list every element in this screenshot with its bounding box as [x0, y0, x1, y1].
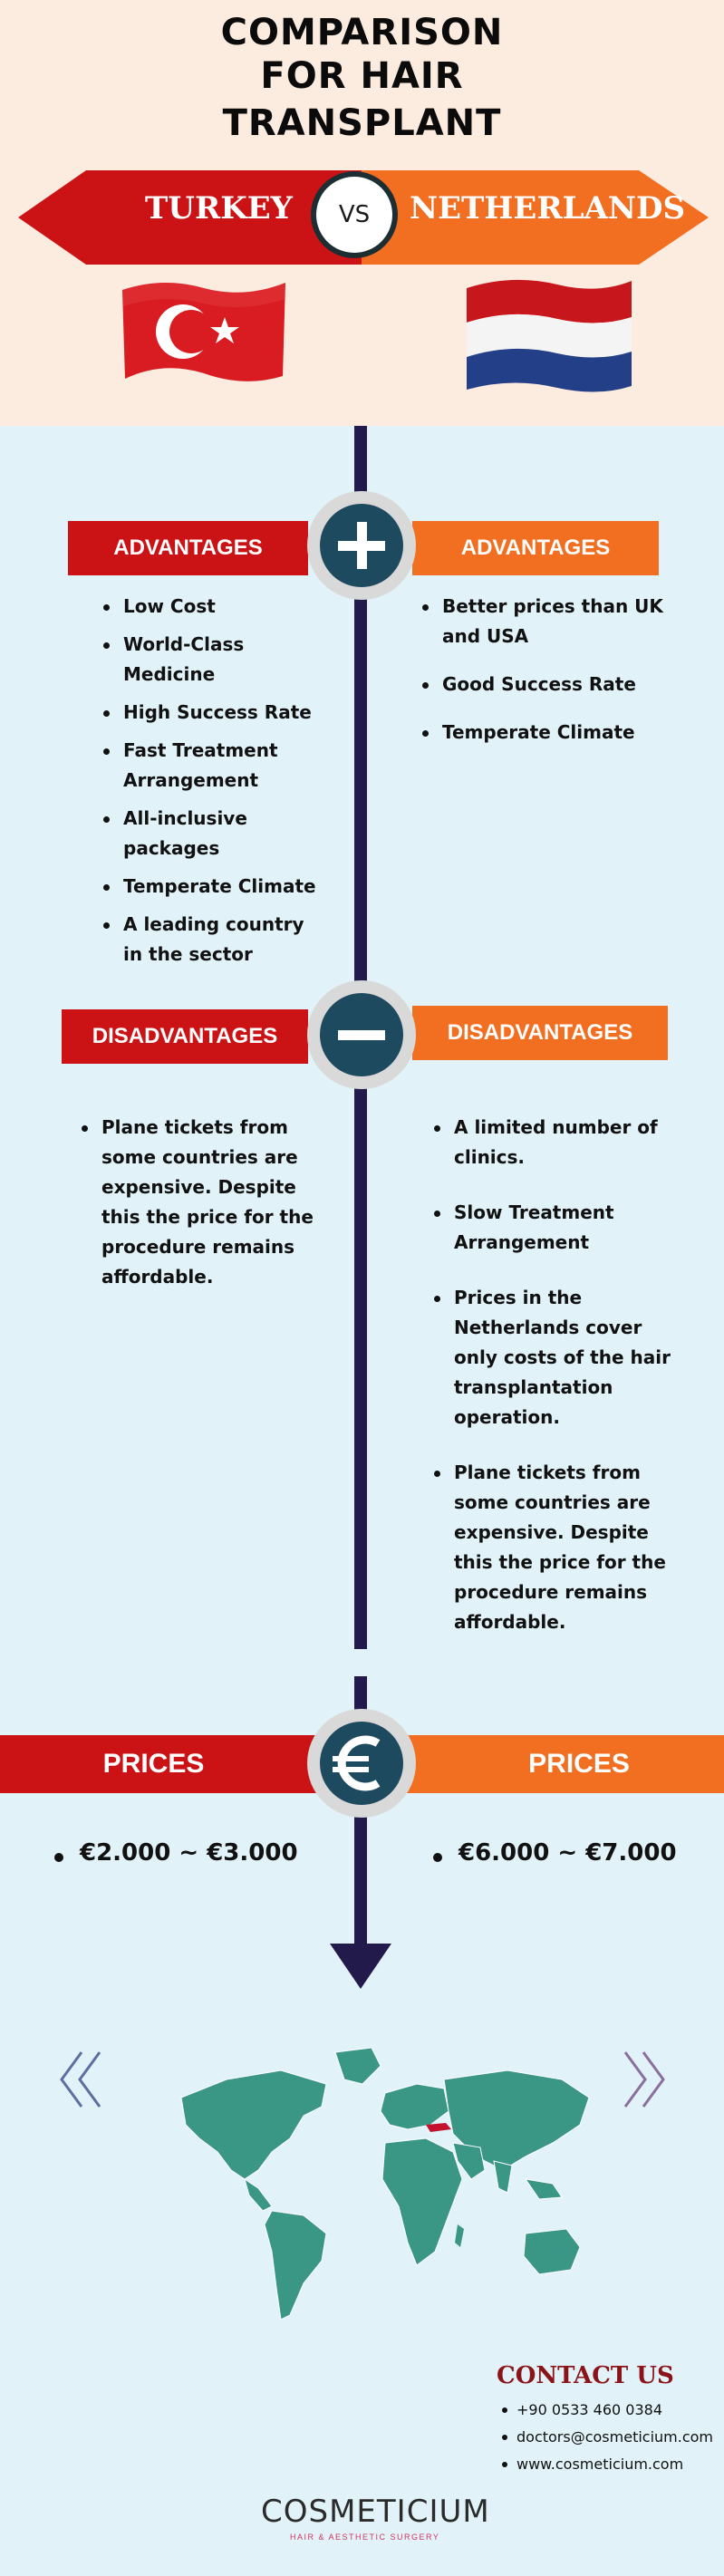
phone-item[interactable]: +90 0533 460 0384 — [516, 2397, 713, 2424]
list-item: A leading country in the sector — [123, 910, 326, 970]
netherlands-disadvantages-list — [430, 1113, 675, 1637]
list-item: Temperate Climate — [442, 718, 672, 748]
chevron-left-icon[interactable] — [54, 2039, 109, 2120]
arrow-down-icon — [330, 1939, 391, 1993]
netherlands-label: NETHERLANDS — [410, 190, 685, 227]
list-item: Better prices than UK and USA — [442, 592, 672, 651]
turkey-disadvantages-label: DISADVANTAGES — [62, 1009, 308, 1064]
turkey-advantages-list — [100, 592, 326, 970]
list-item: Good Success Rate — [442, 670, 672, 699]
list-item: Plane tickets from some countries are expensive. Despite this the price for the procedure remains affordable. — [454, 1458, 675, 1637]
plus-icon — [320, 504, 403, 587]
list-item: Fast Treatment Arrangement — [123, 736, 326, 796]
turkey-flag-icon — [118, 272, 290, 390]
minus-icon — [320, 993, 403, 1076]
list-item: A limited number of clinics. — [454, 1113, 675, 1172]
logo-tagline: HAIR & AESTHETIC SURGERY — [290, 2533, 440, 2542]
turkey-label: TURKEY — [145, 190, 293, 227]
netherlands-disadvantages-label: DISADVANTAGES — [412, 1006, 668, 1060]
list-item: High Success Rate — [123, 698, 326, 728]
netherlands-advantages-list — [419, 592, 672, 748]
turkey-prices-label: PRICES — [0, 1735, 362, 1793]
list-item: Slow Treatment Arrangement — [454, 1198, 675, 1258]
title-line-1: COMPARISON — [220, 12, 504, 53]
turkey-disadvantages-list — [78, 1113, 314, 1292]
contact-list — [497, 2397, 713, 2478]
logo-name: COSMETICIUM — [261, 2494, 490, 2530]
contact-title: CONTACT US — [497, 2362, 674, 2389]
list-item: Plane tickets from some countries are expensive. Despite this the price for the procedure remains affordable. — [101, 1113, 314, 1292]
bullet — [433, 1853, 442, 1862]
euro-badge — [307, 1709, 416, 1818]
netherlands-advantages-label: ADVANTAGES — [412, 521, 659, 575]
list-item: Prices in the Netherlands cover only costs of the hair transplantation operation. — [454, 1283, 675, 1433]
netherlands-prices-label: PRICES — [362, 1735, 724, 1793]
email-item[interactable]: doctors@cosmeticium.com — [516, 2424, 713, 2451]
website-item[interactable]: www.cosmeticium.com — [516, 2451, 713, 2478]
world-map-icon — [145, 2043, 598, 2333]
plus-badge — [307, 491, 416, 600]
chevron-right-icon[interactable] — [616, 2039, 671, 2120]
title-line-3: TRANSPLANT — [222, 102, 502, 144]
vs-badge: VS — [311, 171, 398, 258]
netherlands-flag-icon — [458, 272, 639, 394]
bullet — [54, 1853, 63, 1862]
euro-icon — [320, 1722, 403, 1805]
minus-badge — [307, 980, 416, 1089]
list-item: Temperate Climate — [123, 872, 326, 902]
title-line-2: FOR HAIR — [260, 55, 464, 97]
turkey-price-value: €2.000 ~ €3.000 — [80, 1839, 298, 1867]
list-item: World-Class Medicine — [123, 630, 326, 690]
netherlands-price-value: €6.000 ~ €7.000 — [459, 1839, 677, 1867]
list-item: All-inclusive packages — [123, 804, 326, 863]
turkey-advantages-label: ADVANTAGES — [68, 521, 308, 575]
list-item: Low Cost — [123, 592, 326, 622]
